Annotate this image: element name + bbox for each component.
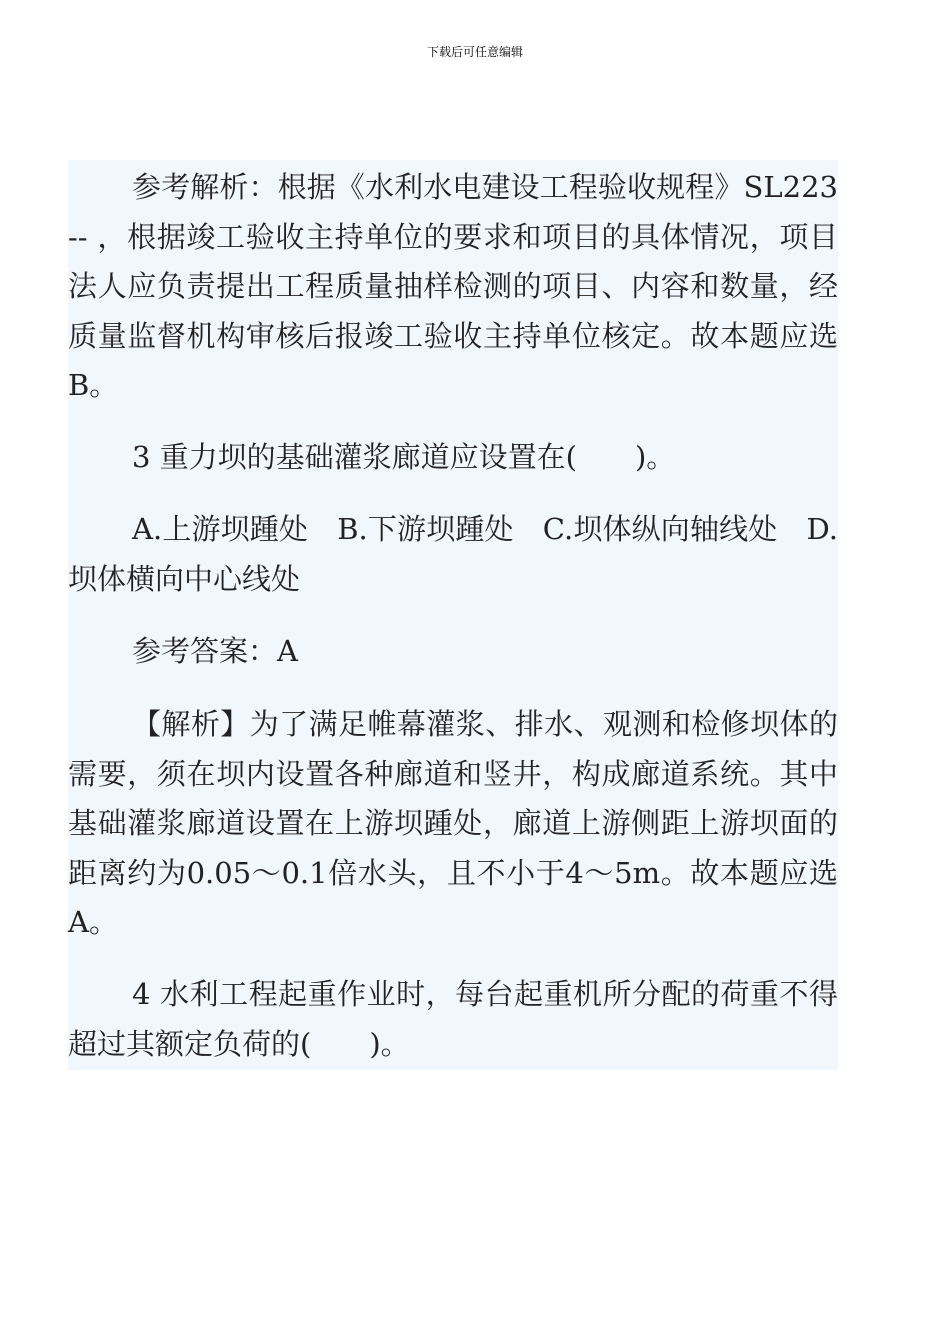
question-4: 4 水利工程起重作业时，每台起重机所分配的荷重不得超过其额定负荷的( )。 — [68, 977, 838, 1061]
analysis-paragraph-q2: 参考解析：根据《水利水电建设工程验收规程》SL223-- ，根据竣工验收主持单位的要求和项目的具体情况，项目法人应负责提出工程质量抽样检测的项目、内容和数量，经质量监督机构审核后报竣工验收主持单位核定。故本题应选B。 — [68, 170, 838, 402]
question-3-answer: 参考答案：A — [132, 634, 298, 668]
page-header-note: 下载后可任意编辑 — [426, 45, 523, 59]
question-3-options: A.上游坝踵处 B.下游坝踵处 C.坝体纵向轴线处 D.坝体横向中心线处 — [68, 512, 838, 596]
question-3: 3 重力坝的基础灌浆廊道应设置在( )。 — [132, 440, 676, 474]
document-content — [68, 160, 838, 1070]
analysis-paragraph-q3: 【解析】为了满足帷幕灌浆、排水、观测和检修坝体的需要，须在坝内设置各种廊道和竖井，构成廊道系统。其中基础灌浆廊道设置在上游坝踵处，廊道上游侧距上游坝面的距离约为0.05～0.1倍水头，且不小于4～5m。故本题应选A。 — [68, 707, 838, 939]
